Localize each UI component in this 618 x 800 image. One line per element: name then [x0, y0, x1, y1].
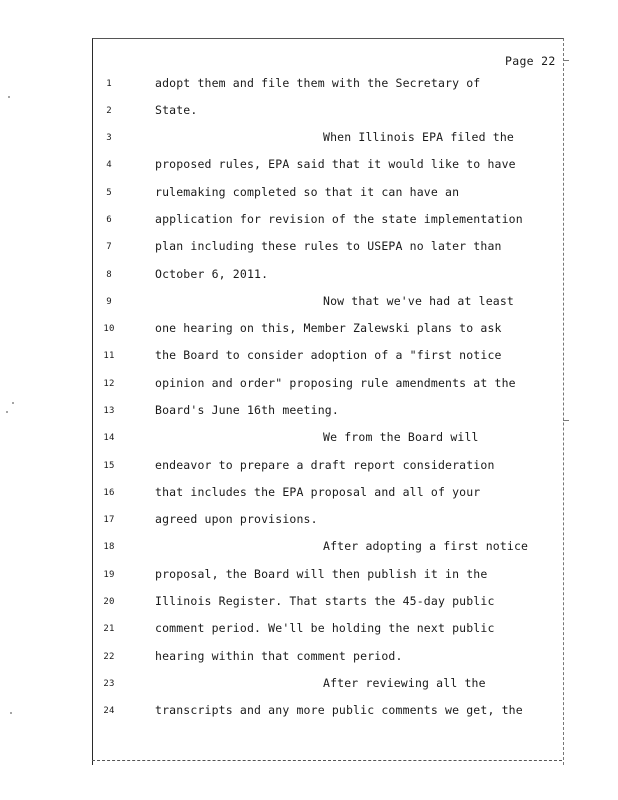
transcript-line: that includes the EPA proposal and all of your [155, 485, 481, 499]
transcript-line: plan including these rules to USEPA no later than [155, 239, 502, 253]
transcript-line: application for revision of the state implementation [155, 212, 523, 226]
transcript-line: Illinois Register. That starts the 45-day public [155, 594, 495, 608]
transcript-line: hearing within that comment period. [155, 649, 403, 663]
line-number: 13 [103, 406, 115, 416]
scan-speck [6, 411, 8, 413]
line-number: 8 [106, 270, 112, 280]
line-number: 19 [103, 570, 115, 580]
page-footer-rule [92, 760, 562, 761]
line-number: 14 [103, 433, 115, 443]
transcript-line: the Board to consider adoption of a "first notice [155, 348, 502, 362]
line-number: 2 [106, 106, 112, 116]
line-number: 7 [106, 242, 112, 252]
transcript-line: rulemaking completed so that it can have an [155, 185, 460, 199]
transcript-line: proposal, the Board will then publish it in the [155, 567, 488, 581]
scan-speck [12, 402, 14, 404]
transcript-line: When Illinois EPA filed the [323, 130, 514, 144]
line-number: 21 [103, 624, 115, 634]
line-number: 6 [106, 215, 112, 225]
line-number: 9 [106, 297, 112, 307]
transcript-line: Board's June 16th meeting. [155, 403, 339, 417]
scan-speck [10, 712, 12, 714]
transcript-line: October 6, 2011. [155, 267, 269, 281]
transcript-line: endeavor to prepare a draft report consideration [155, 458, 495, 472]
line-number: 20 [103, 597, 115, 607]
line-number: 15 [103, 461, 115, 471]
transcript-line: We from the Board will [323, 430, 479, 444]
line-number: 11 [103, 351, 115, 361]
line-number: 18 [103, 542, 115, 552]
transcript-line: Now that we've had at least [323, 294, 514, 308]
line-number: 5 [106, 188, 112, 198]
line-number: 12 [103, 379, 115, 389]
transcript-line: After adopting a first notice [323, 539, 529, 553]
margin-mark [563, 60, 569, 61]
transcript-line: adopt them and file them with the Secretary of [155, 76, 481, 90]
line-number: 24 [103, 706, 115, 716]
transcript-line: agreed upon provisions. [155, 512, 318, 526]
line-number: 23 [103, 679, 115, 689]
line-number: 1 [106, 79, 112, 89]
line-number: 4 [106, 160, 112, 170]
transcript-line: opinion and order" proposing rule amendments at the [155, 376, 516, 390]
transcript-line: State. [155, 103, 198, 117]
margin-mark [563, 420, 569, 421]
line-number: 22 [103, 652, 115, 662]
transcript-line: comment period. We'll be holding the next public [155, 621, 495, 635]
line-number: 3 [106, 133, 112, 143]
line-number: 17 [103, 515, 115, 525]
scan-speck [8, 96, 10, 98]
line-number: 10 [103, 324, 115, 334]
transcript-line: one hearing on this, Member Zalewski plans to ask [155, 321, 502, 335]
transcript-line: proposed rules, EPA said that it would like to have [155, 157, 516, 171]
line-number: 16 [103, 488, 115, 498]
transcript-line: transcripts and any more public comments we get, the [155, 703, 523, 717]
transcript-line: After reviewing all the [323, 676, 486, 690]
page-number: Page 22 [505, 54, 556, 68]
